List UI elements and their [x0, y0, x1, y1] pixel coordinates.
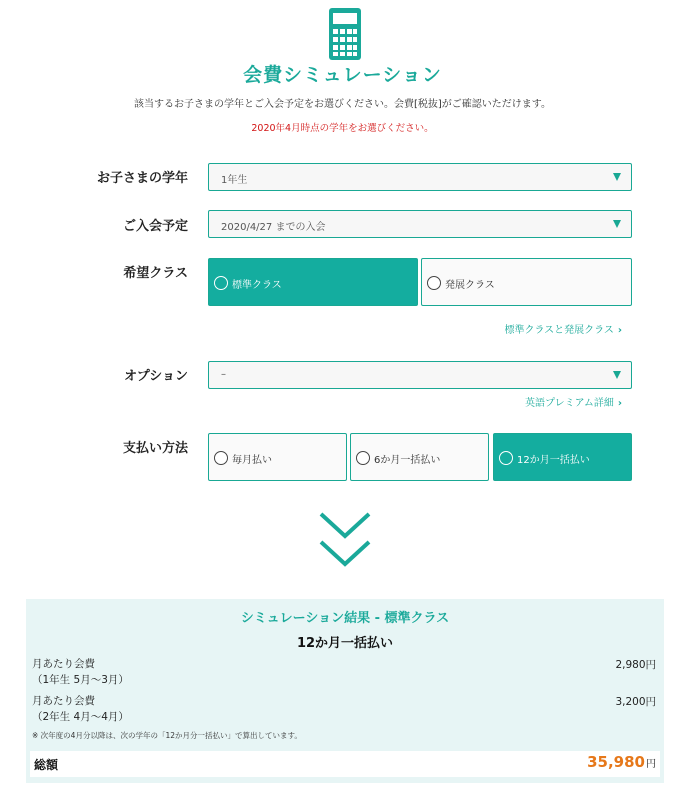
- total-row: [30, 751, 660, 777]
- course-compare-link[interactable]: 標準クラスと発展クラス ›: [504, 325, 622, 336]
- fee-period: （2年生 4月～4月）: [32, 711, 129, 723]
- grade-select[interactable]: [208, 163, 632, 191]
- result-panel: [26, 599, 664, 783]
- radio-icon: [214, 276, 228, 290]
- fee-label: 月あたり会費: [32, 658, 95, 670]
- option-select-value: –: [221, 369, 226, 380]
- calculation-note: ※ 次年度の4月分以降は、次の学年の「12か月分一括払い」で算出しています。: [32, 731, 302, 740]
- fee-row-2: [32, 693, 129, 725]
- payment-option-12months[interactable]: [493, 433, 632, 481]
- course-option-standard[interactable]: [208, 258, 418, 306]
- grade-notice: 2020年4月時点の学年をお選びください。: [251, 123, 434, 134]
- intro-text: 該当するお子さまの学年とご入会予定をお選びください。会費[税抜]がご確認いただけます。: [133, 99, 551, 110]
- course-label: 希望クラス: [123, 266, 188, 281]
- enroll-select-value: 2020/4/27 までの入会: [221, 222, 326, 233]
- total-label: 総額: [34, 758, 59, 772]
- payment-option-monthly[interactable]: [208, 433, 347, 481]
- calculator-icon: [329, 8, 361, 60]
- grade-label: お子さまの学年: [96, 171, 188, 186]
- dropdown-arrow-icon: [613, 220, 621, 228]
- fee-label: 月あたり会費: [32, 695, 95, 707]
- fee-amount: 3,200円: [615, 696, 656, 708]
- page-title: 会費シミュレーション: [243, 64, 442, 86]
- down-chevron-icon: [318, 510, 372, 572]
- grade-select-value: 1年生: [221, 175, 248, 186]
- result-title: シミュレーション結果 - 標準クラス: [240, 611, 450, 626]
- payment-option-label: 12か月一括払い: [517, 455, 590, 466]
- result-subtitle: 12か月一括払い: [296, 636, 394, 651]
- fee-amount: 2,980円: [615, 659, 656, 671]
- chevron-right-icon: ›: [617, 398, 622, 409]
- dropdown-arrow-icon: [613, 371, 621, 379]
- course-option-label: 標準クラス: [232, 280, 282, 291]
- fee-period: （1年生 5月～3月）: [32, 674, 129, 686]
- payment-option-6months[interactable]: [350, 433, 489, 481]
- payment-label: 支払い方法: [122, 441, 188, 456]
- option-label: オプション: [124, 369, 188, 384]
- radio-icon: [427, 276, 441, 290]
- payment-option-label: 6か月一括払い: [374, 455, 441, 466]
- option-select[interactable]: [208, 361, 632, 389]
- total-value: 35,980円: [587, 753, 656, 771]
- chevron-right-icon: ›: [617, 325, 622, 336]
- radio-icon: [214, 451, 228, 465]
- enroll-select[interactable]: [208, 210, 632, 238]
- dropdown-arrow-icon: [613, 173, 621, 181]
- radio-icon: [499, 451, 513, 465]
- enroll-label: ご入会予定: [122, 219, 188, 234]
- course-option-advanced[interactable]: [421, 258, 632, 306]
- radio-icon: [356, 451, 370, 465]
- course-option-label: 発展クラス: [445, 280, 495, 291]
- english-premium-link[interactable]: 英語プレミアム詳細 ›: [524, 398, 622, 409]
- fee-row-1: [32, 656, 129, 688]
- payment-option-label: 毎月払い: [232, 455, 272, 466]
